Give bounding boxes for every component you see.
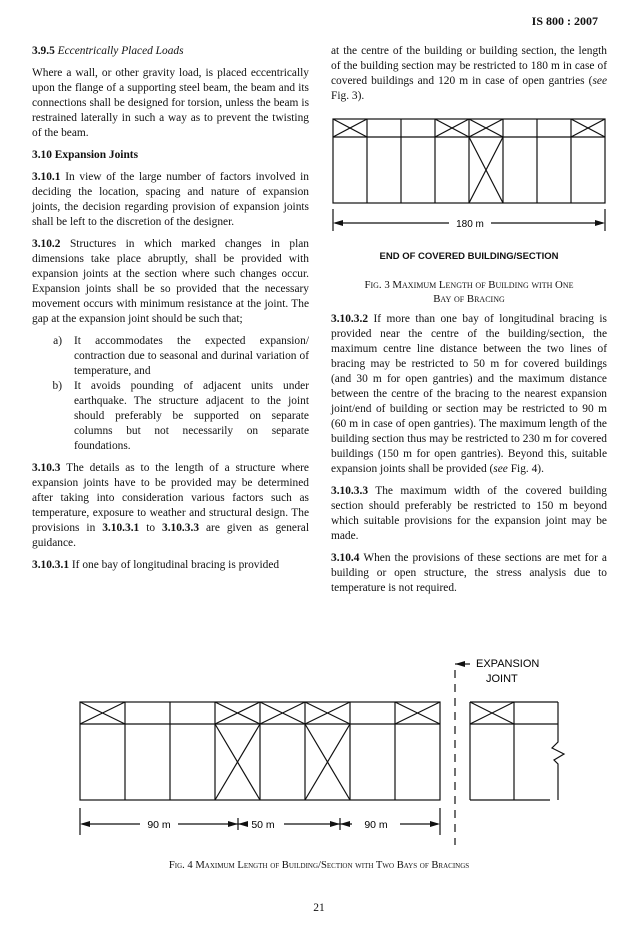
section-3-10-heading: 3.10 Expansion Joints <box>32 149 139 161</box>
page-number: 21 <box>313 902 325 914</box>
figure-3-title: END OF COVERED BUILDING/SECTION <box>379 251 559 262</box>
section-3-10-4: 3.10.4 When the provisions of these sections are met for a building or open structure, the stress analysis due to temperature is not required. <box>331 552 607 594</box>
expansion-joint-label-2: JOINT <box>486 673 518 685</box>
page-header-standard: IS 800 : 2007 <box>531 14 598 28</box>
section-3-10-3: 3.10.3 The details as to the length of a structure where expansion joints have to be provided may be determined after taking into consideration various factors such as temperature, exposure to weather and structural design. The provisions in 3.10.3.1 to 3.10.3.3 are given as general guidance. <box>32 462 310 549</box>
section-3-10-1: 3.10.1 In view of the large number of factors involved in deciding the location, spacing and nature of expansion joints, the decision regarding provision of expansion joints shall be left to the discretion of the designer. <box>32 171 309 228</box>
left-column <box>32 44 309 580</box>
section-3-10-3-2: 3.10.3.2 If more than one bay of longitudinal bracing is provided near the centre of the building/section, the maximum centre line distance between the two lines of bracing may be restricted to 50 m for covered buildings (and 30 m for open gantries) and the maximum distance between the centre of the bracing to the nearest expansion joint/end of building or section may be restricted to 90 m (60 m in case of open gantries). The maximum length of the building section thus may be restricted to 230 m for covered buildings (150 m for open gantries). Beyond this, suitable expansion joints shall be provided (see Fig. 4). <box>331 313 607 475</box>
expansion-joint-label-1: EXPANSION <box>476 658 540 670</box>
figure-4-caption: Fig. 4 Maximum Length of Building/Section with Two Bays of Bracings <box>168 860 470 871</box>
joint-requirements-list <box>32 334 309 454</box>
section-3-9-5-text: Where a wall, or other gravity load, is placed eccentrically upon the flange of a supporting steel beam, the beam and its connections shall be designed for torsion, unless the beam is restrained laterally in such a way as to prevent the twisting of the beam. <box>32 67 309 139</box>
list-item: a) It accommodates the expected expansion/ contraction due to seasonal and durinal variation of temperature, and <box>53 335 309 377</box>
figure-3-caption: Fig. 3 Maximum Length of Building with One Bay of Bracing <box>364 279 574 305</box>
section-3-10-3-3: 3.10.3.3 The maximum width of the covered building section should preferably be restricted to 150 m beyond which suitable provisions for the expansion joint may be made. <box>331 485 607 542</box>
right-column <box>331 44 607 603</box>
section-3-9-5-heading: 3.9.5 Eccentrically Placed Loads <box>32 45 184 57</box>
section-3-10-3-1: 3.10.3.1 If one bay of longitudinal bracing is provided <box>32 559 280 571</box>
list-item: b) It avoids pounding of adjacent units under earthquake. The structure adjacent to the joint should preferably be supported on separate columns but not necessarily on separate foundations. <box>52 380 309 452</box>
figure-3-dimension-label: 180 m <box>456 219 484 230</box>
figure-4-dimension-90m-left: 90 m <box>147 819 171 831</box>
section-3-10-3-1-continued: at the centre of the building or building section, the length of the building section may be restricted to 180 m in case of covered buildings and 120 m in case of open gantries (see Fig. 3). <box>331 45 607 102</box>
section-3-10-2: 3.10.2 Structures in which marked changes in plan dimensions take place abruptly, shall be provided with expansion joints at the section where such changes occur. Expansion joints shall be so provided that the necessary movement occurs with minimum resistance at the joint. The gap at the expansion joint should be such that; <box>32 238 309 325</box>
figure-4-dimension-50m: 50 m <box>251 819 275 831</box>
figure-4-dimension-90m-right: 90 m <box>364 819 388 831</box>
figure-4-diagram <box>70 650 610 845</box>
figure-3-diagram <box>331 111 607 231</box>
